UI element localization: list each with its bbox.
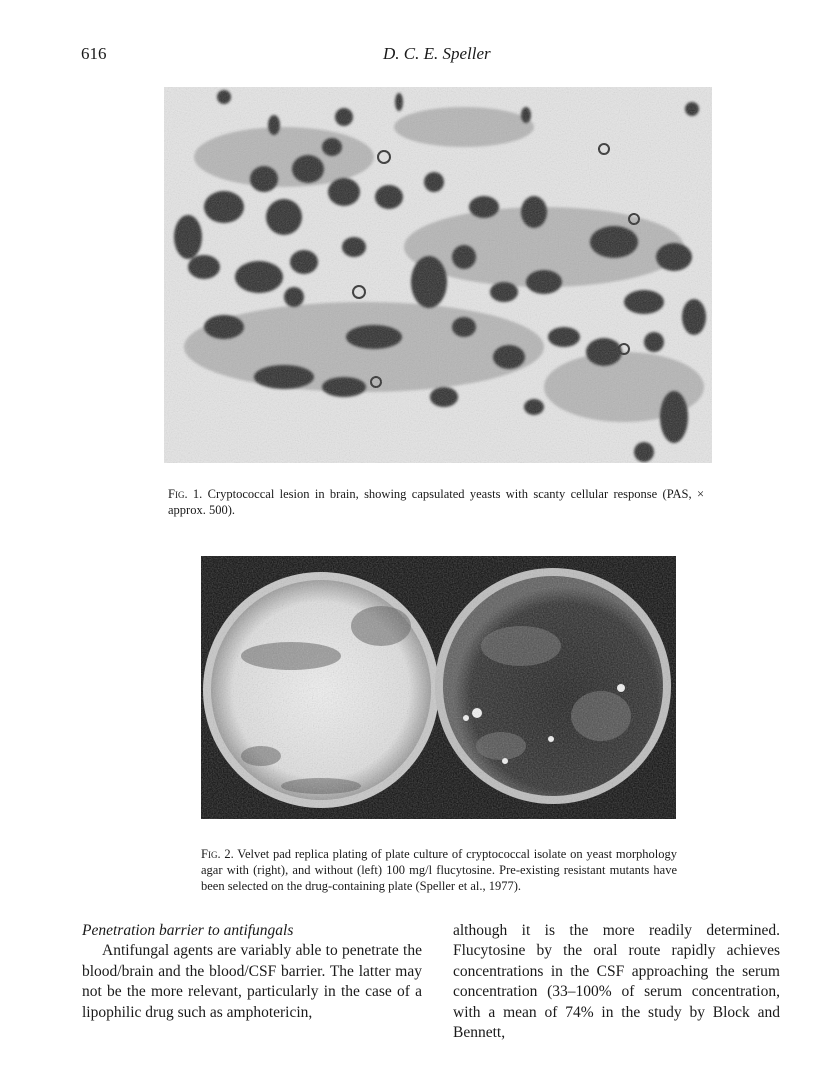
figure-2-photograph <box>201 556 676 819</box>
right-column <box>453 921 780 1043</box>
figure-1-caption-text: Cryptococcal lesion in brain, showing capsulated yeasts with scanty cellular response (PAS, × approx. 500). <box>168 487 705 517</box>
figure-1-caption <box>168 486 704 518</box>
figure-1-micrograph <box>164 87 712 463</box>
running-head: D. C. E. Speller <box>383 44 491 63</box>
left-paragraph: Antifungal agents are variably able to penetrate the blood/brain and the blood/CSF barrier. The latter may not be the more relevant, particularly in the case of a lipophilic drug such as amphotericin, <box>82 942 422 1021</box>
micrograph-image <box>164 87 712 463</box>
section-heading: Penetration barrier to antifungals <box>82 922 294 939</box>
left-column <box>82 921 422 1023</box>
culture-plates-image <box>201 556 676 819</box>
figure-1-label: Fig. 1. <box>168 487 203 501</box>
figure-2-caption-text: Velvet pad replica plating of plate culture of cryptococcal isolate on yeast morphology agar with (right), and without (left) 100 mg/l flucytosine. Pre-existing resistant mutants have been selected on the drug-containing plate (Speller et al., 1977). <box>201 847 677 893</box>
right-paragraph: although it is the more readily determined. Flucytosine by the oral route rapidly achieves concentrations in the CSF approaching the serum concentration (33–100% of serum concentration, with a mean of 74% in the study by Block and Bennett, <box>453 922 780 1042</box>
page-header <box>0 44 816 68</box>
page-number: 616 <box>81 44 107 63</box>
figure-2-label: Fig. 2. <box>201 847 234 861</box>
figure-2-caption <box>201 846 677 894</box>
